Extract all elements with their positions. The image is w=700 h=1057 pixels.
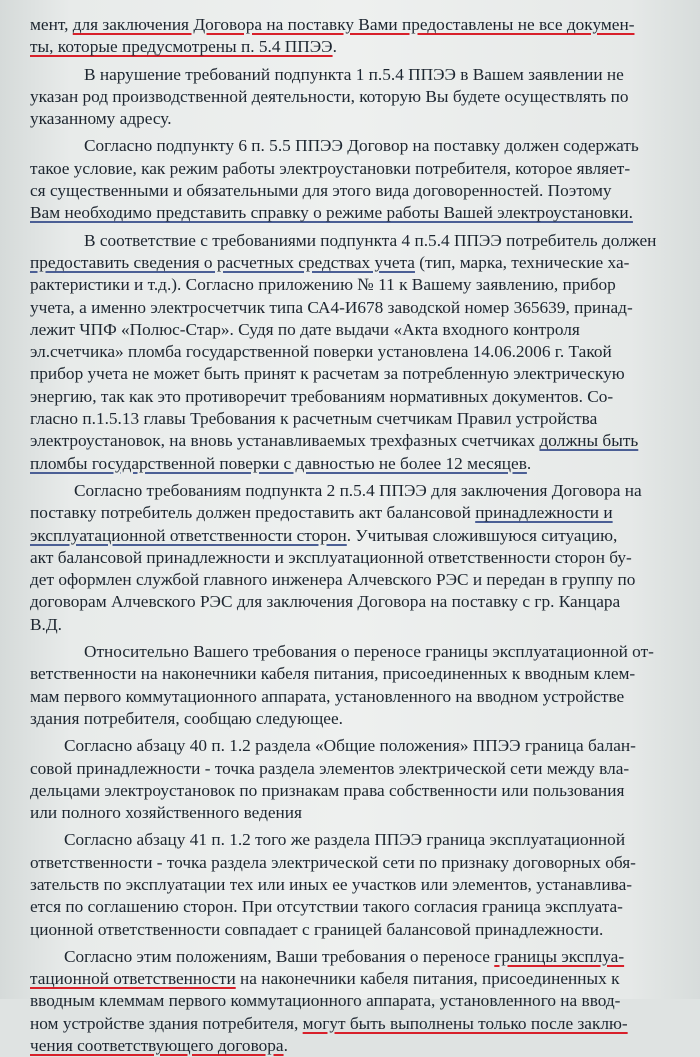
text-line xyxy=(30,86,682,108)
text-run: акт балансовой принадлежности и эксплуатационной ответственности сторон бу- xyxy=(30,547,632,567)
text-run: здания потребителя, сообщаю следующее. xyxy=(30,708,343,728)
paragraph xyxy=(30,735,682,824)
paragraph xyxy=(30,946,682,1057)
underlined-text: ты, которые предусмотрены п. 5.4 ППЭЭ xyxy=(30,37,333,57)
text-line xyxy=(30,297,682,319)
text-line xyxy=(30,896,682,918)
paragraph xyxy=(30,135,682,224)
text-line xyxy=(30,735,682,757)
text-line xyxy=(30,386,682,408)
text-run: на наконечники кабеля питания, присоединенных к xyxy=(235,969,620,989)
text-run: указан род производственной деятельности, которую Вы будете осуществлять по xyxy=(30,86,629,106)
text-run: Согласно подпункту 6 п. 5.5 ППЭЭ Договор на поставку должен содержать xyxy=(84,136,639,156)
text-run: рактеристики и т.д.). Согласно приложению № 11 к Вашему заявлению, прибор xyxy=(30,275,616,295)
text-run: В соответствие с требованиями подпункта 4 п.5.4 ППЭЭ потребитель должен xyxy=(84,230,657,250)
text-run: ветственности на наконечники кабеля питания, присоединенных к вводным клем- xyxy=(30,664,636,684)
text-line xyxy=(30,802,682,824)
text-run: вводным клеммам первого коммутационного аппарата, установленного на ввод- xyxy=(30,991,621,1011)
paragraph xyxy=(30,64,682,131)
text-line xyxy=(30,852,682,874)
text-line xyxy=(30,202,682,224)
underlined-text: предоставить сведения о расчетных средствах учета xyxy=(30,252,415,272)
text-run: Согласно абзацу 40 п. 1.2 раздела «Общие положения» ППЭЭ граница балан- xyxy=(64,736,636,756)
text-line xyxy=(30,252,682,274)
text-run: поставку потребитель должен предоставить акт балансовой xyxy=(30,503,476,523)
text-run: зательств по эксплуатации тех или иных ее участков или элементов, устанавлива- xyxy=(30,874,633,894)
text-line xyxy=(30,274,682,296)
text-line xyxy=(30,64,682,86)
text-run: дельцами электроустановок по признакам права собственности или пользования xyxy=(30,780,625,800)
text-line xyxy=(30,14,682,36)
text-line xyxy=(30,663,682,685)
text-line xyxy=(30,686,682,708)
text-line xyxy=(30,758,682,780)
text-run: гласно п.1.5.13 главы Требования к расчетным счетчикам Правил устройства xyxy=(30,409,598,429)
text-run: электроустановок, на вновь устанавливаемых трехфазных счетчиках xyxy=(30,431,540,451)
text-run: указанному адресу. xyxy=(30,109,172,129)
text-line xyxy=(30,341,682,363)
text-line xyxy=(30,641,682,663)
text-run: совой принадлежности - точка раздела элементов электрической сети между вла- xyxy=(30,758,630,778)
text-line xyxy=(30,614,682,636)
paragraph xyxy=(30,14,682,59)
text-run: В нарушение требований подпункта 1 п.5.4 ППЭЭ в Вашем заявлении не xyxy=(84,64,624,84)
text-run: энергию, так как это противоречит требованиям нормативных документов. Со- xyxy=(30,386,614,406)
text-line xyxy=(30,780,682,802)
text-line xyxy=(30,430,682,452)
text-run: учета, а именно электросчетчик типа СА4-И678 заводской номер 365639, принад- xyxy=(30,297,633,317)
text-line xyxy=(30,108,682,130)
underlined-text: чения соответствующего договора xyxy=(30,1036,284,1056)
text-run: Согласно этим положениям, Ваши требования о переносе xyxy=(64,946,495,966)
text-line xyxy=(30,1035,682,1057)
text-line xyxy=(30,408,682,430)
text-line xyxy=(30,946,682,968)
underlined-text: могут быть выполнены только после заклю- xyxy=(302,1013,628,1033)
text-line xyxy=(30,569,682,591)
paragraph xyxy=(30,230,682,475)
paragraph xyxy=(30,480,682,636)
text-run: лежит ЧПФ «Полюс-Стар». Судя по дате выдачи «Акта входного контроля xyxy=(30,319,580,339)
text-line xyxy=(30,1013,682,1035)
underlined-text: пломбы государственной поверки с давностью не более 12 месяцев xyxy=(30,453,527,473)
text-line xyxy=(30,135,682,157)
text-line xyxy=(30,990,682,1012)
text-line xyxy=(30,180,682,202)
text-run: ся существенными и обязательными для этого вида договоренностей. Поэтому xyxy=(30,181,612,201)
text-run: . xyxy=(332,37,337,57)
text-run: эл.счетчика» пломба государственной поверки установлена 14.06.2006 г. Такой xyxy=(30,342,612,362)
underlined-text: принадлежности и xyxy=(475,503,613,523)
text-run: мам первого коммутационного аппарата, установленного на вводном устройстве xyxy=(30,686,625,706)
text-line xyxy=(30,36,682,58)
text-line xyxy=(30,502,682,524)
text-line xyxy=(30,363,682,385)
text-run: В.Д. xyxy=(30,614,62,634)
text-line xyxy=(30,968,682,990)
text-run: ответственности - точка раздела электрической сети по признаку договорных обя- xyxy=(30,852,636,872)
text-run: ется по соглашению сторон. При отсутствии такого согласия граница эксплуата- xyxy=(30,897,623,917)
text-run: Согласно абзацу 41 п. 1.2 того же раздела ППЭЭ граница эксплуатационной xyxy=(64,830,626,850)
text-run: . Учитывая сложившуюся ситуацию, xyxy=(346,525,618,545)
text-run: дет оформлен службой главного инженера Алчевского РЭС и передан в группу по xyxy=(30,570,636,590)
text-line xyxy=(30,591,682,613)
text-run: прибор учета не может быть принят к расчетам за потребленную электрическую xyxy=(30,364,625,384)
underlined-text: эксплуатационной ответственности сторон xyxy=(30,525,347,545)
text-line xyxy=(30,319,682,341)
underlined-text: должны быть xyxy=(539,431,639,451)
text-run: . xyxy=(526,453,532,473)
text-line xyxy=(30,829,682,851)
text-run: ном устройстве здания потребителя, xyxy=(30,1013,303,1033)
underlined-text: для заключения Договора на поставку Вами предоставлены не все докумен- xyxy=(72,15,635,34)
text-line xyxy=(30,874,682,896)
text-line xyxy=(30,547,682,569)
text-run: (тип, марка, технические ха- xyxy=(414,252,630,272)
text-line xyxy=(30,525,682,547)
text-line xyxy=(30,480,682,502)
text-run: ционной ответственности совпадает с границей балансовой принадлежности. xyxy=(30,919,604,939)
text-run: такое условие, как режим работы электроустановки потребителя, которое являет- xyxy=(30,158,631,178)
text-run: договорам Алчевского РЭС для заключения Договора на поставку с гр. Канцара xyxy=(30,592,621,612)
text-line xyxy=(30,453,682,475)
text-line xyxy=(30,230,682,252)
paragraph xyxy=(30,829,682,940)
text-line xyxy=(30,158,682,180)
text-line xyxy=(30,708,682,730)
text-run: Относительно Вашего требования о переносе границы эксплуатационной от- xyxy=(84,642,654,662)
text-run: Согласно требованиям подпункта 2 п.5.4 ППЭЭ для заключения Договора на xyxy=(74,480,642,500)
underlined-text: границы эксплуа- xyxy=(494,946,625,966)
text-run: мент, xyxy=(30,15,73,34)
underlined-text: тационной ответственности xyxy=(30,969,236,989)
text-run: или полного хозяйственного ведения xyxy=(30,803,302,823)
underlined-text: Вам необходимо представить справку о режиме работы Вашей электроустановки. xyxy=(30,203,633,223)
text-run: . xyxy=(283,1036,288,1056)
paragraph xyxy=(30,641,682,730)
text-line xyxy=(30,919,682,941)
